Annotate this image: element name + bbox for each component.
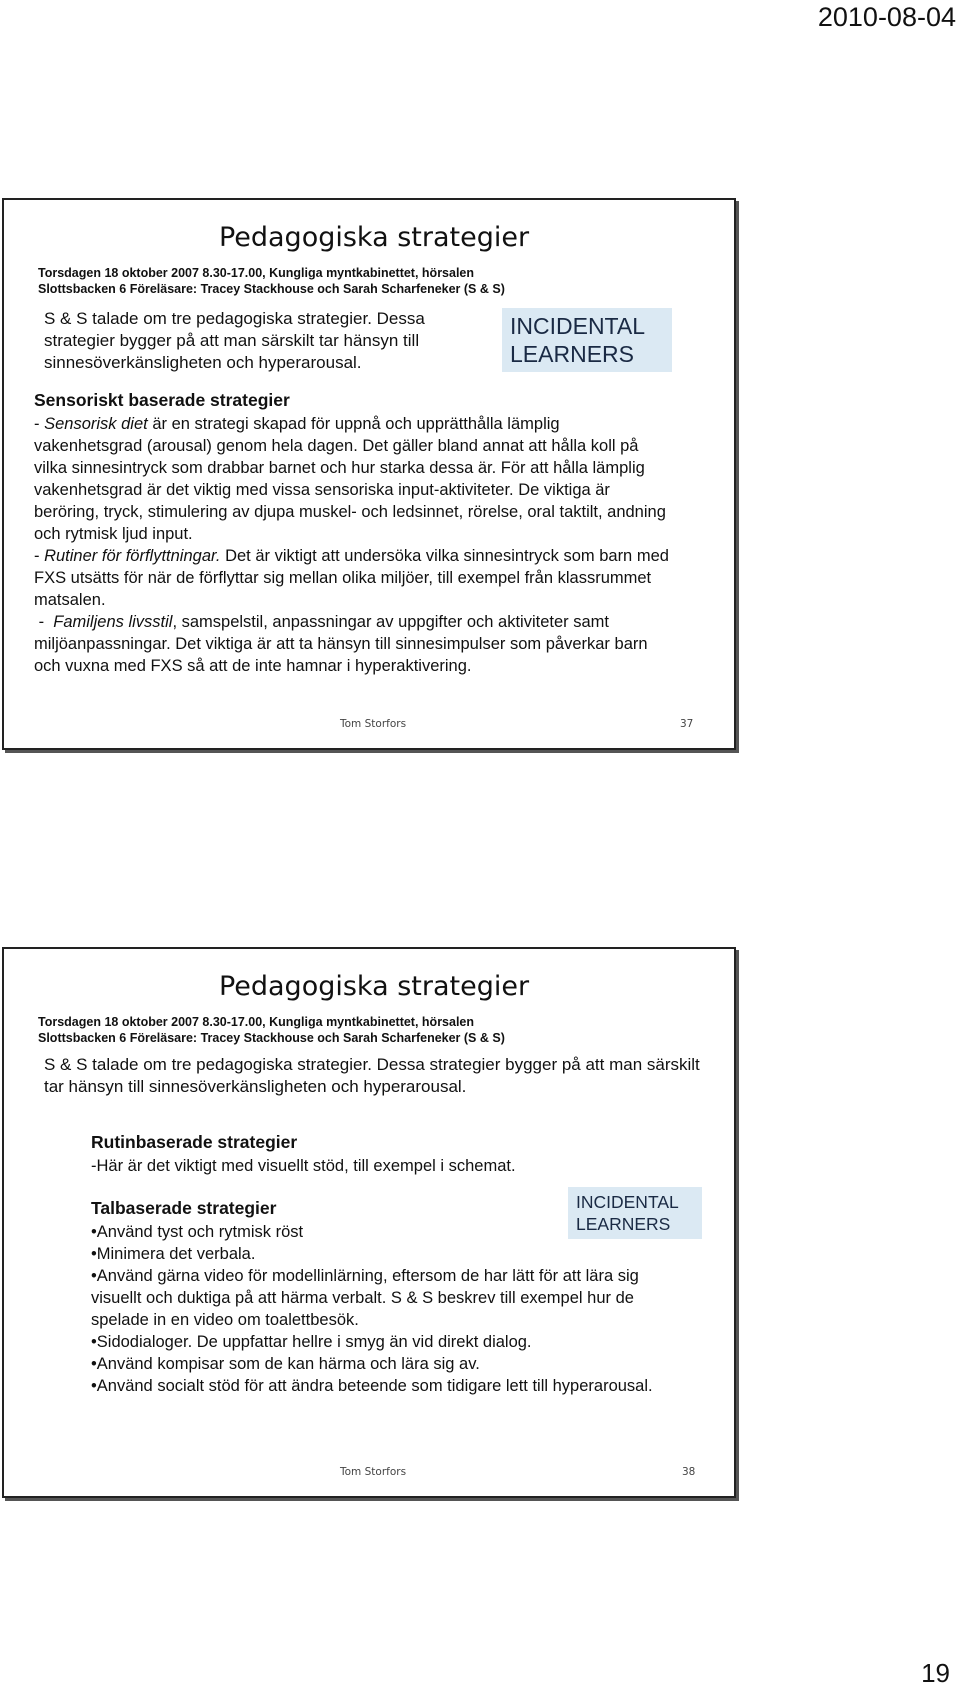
badge-line-1: INCIDENTAL [510,313,646,339]
list-item: •Använd socialt stöd för att ändra beteende som tidigare lett till hyperarousal. [91,1377,653,1395]
list-item: •Minimera det verbala. [91,1245,256,1263]
slide-footer-author: Tom Storfors [340,718,407,730]
page-number: 19 [921,1658,950,1688]
list-item: •Sidodialoger. De uppfattar hellre i smyg än vid direkt dialog. [91,1333,532,1351]
italic-term: Familjens livsstil [53,613,173,631]
italic-term: Rutiner för förflyttningar. [44,547,221,565]
badge-line-1: INCIDENTAL [576,1192,679,1212]
paragraph-sensorisk-diet [34,413,669,545]
list-item: •Använd gärna video för modellinlärning, eftersom de har lätt för att lära sig visuellt och duktiga på att härma verbalt. S & S beskrev till exempel hur de spelade in en video om toalettbesök. [91,1267,639,1329]
paragraph-text: , samspelstil, anpassningar av uppgifter och aktiviteter samt miljöanpassningar. Det viktiga är att ta hänsyn till sinnesimpulser som påverkar barn och vuxna med FXS så att de inte hamnar i hyperaktivering. [34,613,653,675]
slide-header-speaker-line: Slottsbacken 6 Föreläsare: Tracey Stackhouse och Sarah Scharfeneker (S & S) [38,1031,505,1045]
tal-heading: Talbaserade strategier [91,1198,277,1218]
paragraph-text: är en strategi skapad för uppnå och upprätthålla lämplig vakenhetsgrad (arousal) genom hela dagen. Det gäller bland annat att hålla koll på vilka sinnesintryck som drabbar barnet och hur starka dessa är. För att hålla lämplig vakenhetsgrad är det viktig med vissa sensoriska input-aktiviteter. De viktiga är beröring, tryck, stimulering av djupa muskel- och ledsinnet, rörelse, oral taktilt, andning och rytmisk ljud input. [34,415,666,543]
paragraph-rutiner [34,545,669,611]
slide-footer-number: 38 [682,1466,696,1478]
paragraph-text: Det är viktigt att undersöka vilka sinnesintryck som barn med FXS utsätts för när de förflyttar sig mellan olika miljöer, till exempel från klassrummet matsalen. [34,547,669,609]
slide-body [34,413,669,677]
dash: - [34,415,45,433]
slide-title: Pedagogiska strategier [218,971,530,1002]
italic-term: Sensorisk diet [44,415,148,433]
tal-bullet-list [91,1221,661,1397]
list-item: •Använd kompisar som de kan härma och lära sig av. [91,1355,480,1373]
page-date: 2010-08-04 [817,2,956,32]
dash: - [34,547,45,565]
slide-37 [2,198,736,750]
badge-line-2: LEARNERS [576,1214,671,1234]
slide-header-date-line: Torsdagen 18 oktober 2007 8.30-17.00, Kungliga myntkabinettet, hörsalen [38,266,475,280]
slide-footer-author: Tom Storfors [340,1466,407,1478]
slide-intro: S & S talade om tre pedagogiska strategier. Dessa strategier bygger på att man särskilt tar hänsyn till sinnesöverkänsligheten och hyperarousal. [44,309,425,372]
dash: - [34,613,54,631]
incidental-learners-badge [502,308,672,372]
slide-header-date-line: Torsdagen 18 oktober 2007 8.30-17.00, Kungliga myntkabinettet, hörsalen [38,1015,475,1029]
section-heading: Sensoriskt baserade strategier [34,390,290,410]
rutin-heading: Rutinbaserade strategier [91,1132,298,1152]
paragraph-familjens-livsstil [34,611,669,677]
slide-intro: S & S talade om tre pedagogiska strategier. Dessa strategier bygger på att man särskilt tar hänsyn till sinnesöverkänsligheten och hyperarousal. [44,1055,700,1096]
slide-38 [2,947,736,1498]
badge-line-2: LEARNERS [510,341,634,367]
slide-footer-number: 37 [680,718,694,730]
slide-title: Pedagogiska strategier [218,222,530,253]
rutin-text: -Här är det viktigt med visuellt stöd, till exempel i schemat. [91,1157,516,1175]
slide-header-speaker-line: Slottsbacken 6 Föreläsare: Tracey Stackhouse och Sarah Scharfeneker (S & S) [38,282,505,296]
list-item: •Använd tyst och rytmisk röst [91,1223,304,1241]
